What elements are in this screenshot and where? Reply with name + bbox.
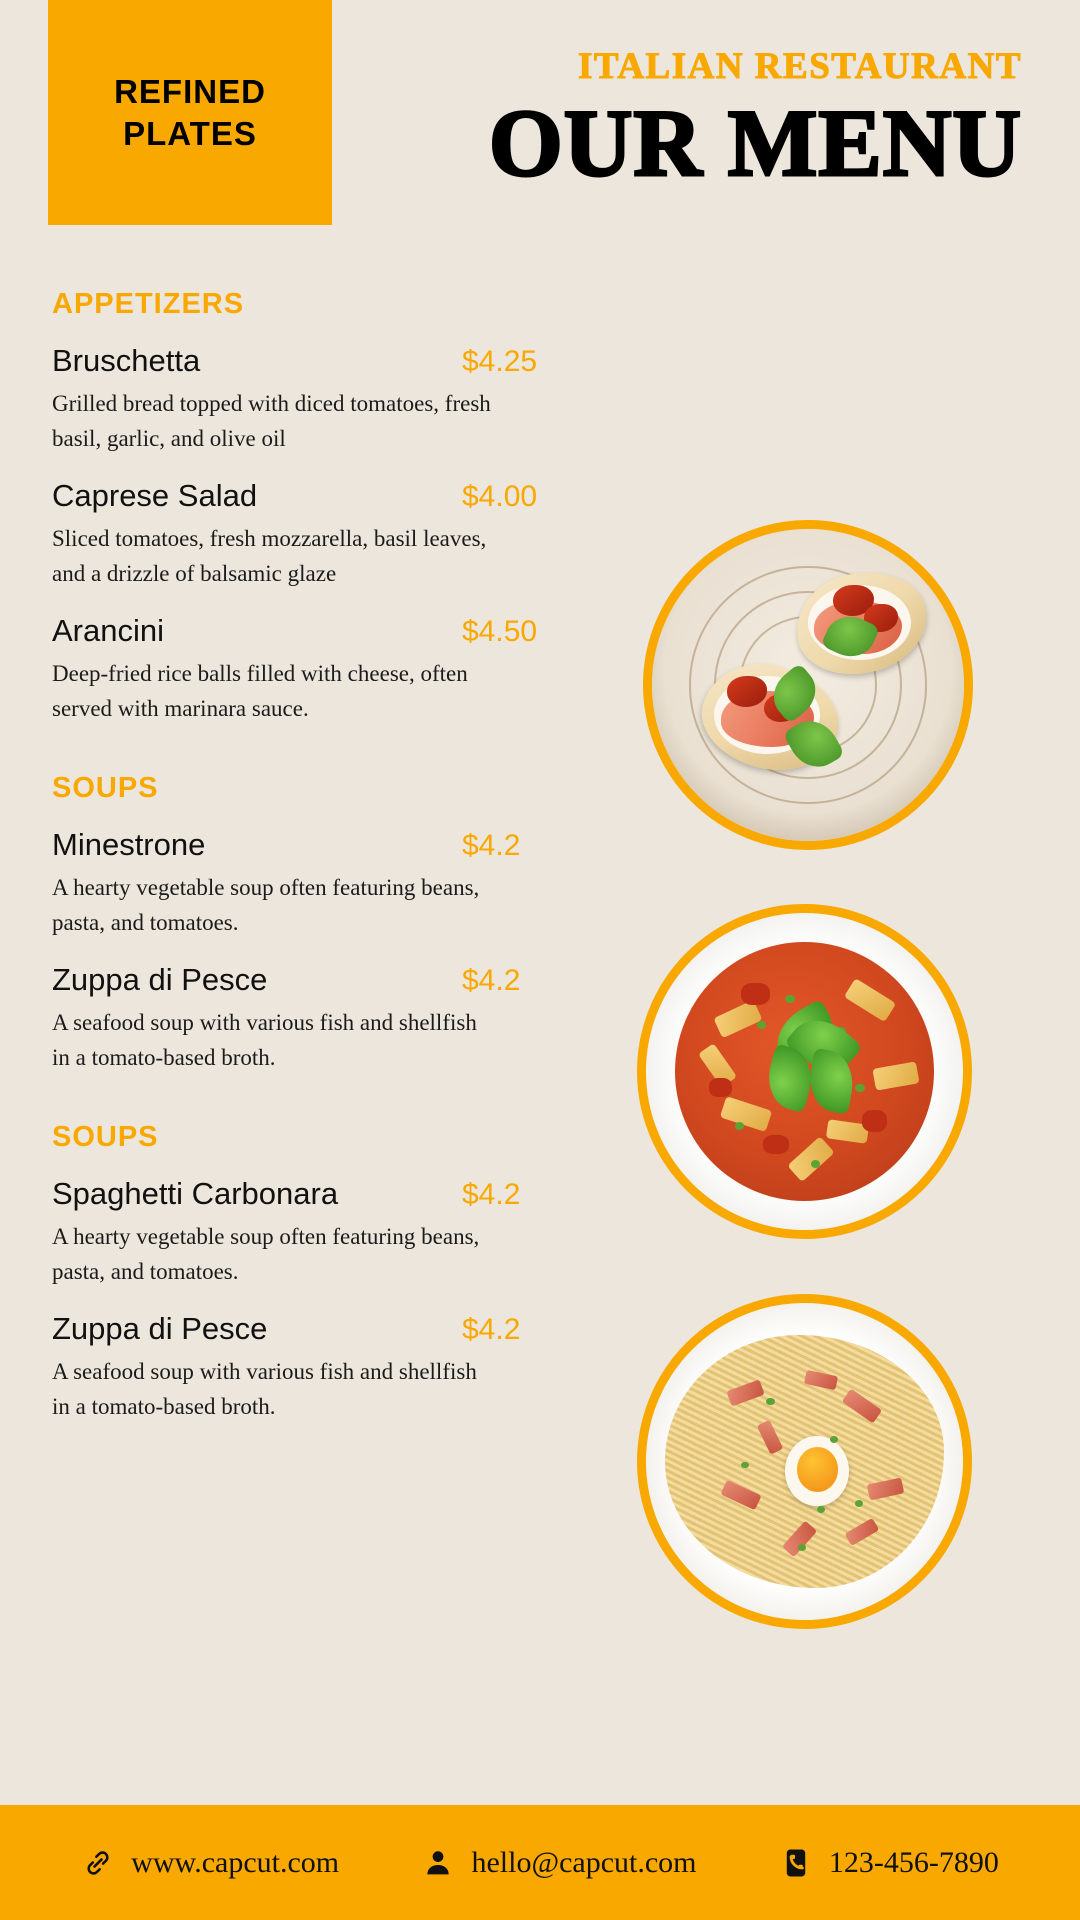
- menu-item-name: Minestrone: [52, 827, 206, 862]
- menu-item-price: $4.2: [462, 1178, 521, 1211]
- bruschetta-photo: [643, 520, 973, 850]
- menu-item-description: A seafood soup with various fish and shellfish in a tomato-based broth.: [52, 1010, 477, 1070]
- menu-item: [52, 343, 572, 456]
- refined-plates-badge: [48, 0, 332, 225]
- phone-text: 123-456-7890: [828, 1845, 999, 1879]
- header-titles: [382, 45, 1022, 194]
- menu-section-appetizers: [52, 288, 572, 726]
- menu-item-description: Sliced tomatoes, fresh mozzarella, basil leaves, and a drizzle of balsamic glaze: [52, 526, 487, 586]
- restaurant-label: ITALIAN RESTAURANT: [577, 46, 1022, 87]
- menu-item-description: Grilled bread topped with diced tomatoes, fresh basil, garlic, and olive oil: [52, 391, 491, 451]
- footer-contact-bar: [0, 1805, 1080, 1920]
- menu-item: [52, 962, 572, 1075]
- section-title: SOUPS: [52, 1121, 159, 1153]
- section-title: SOUPS: [52, 772, 159, 804]
- menu-item-name: Spaghetti Carbonara: [52, 1176, 339, 1211]
- badge-label: REFINED PLATES: [114, 73, 266, 152]
- email-text: hello@capcut.com: [471, 1845, 697, 1879]
- minestrone-soup-photo: [637, 904, 972, 1239]
- phone-icon: [779, 1846, 813, 1880]
- link-icon: [81, 1846, 115, 1880]
- menu-item-price: $4.50: [462, 615, 538, 648]
- menu-item-price: $4.00: [462, 480, 538, 513]
- menu-item: [52, 827, 572, 940]
- menu-item-description: Deep-fried rice balls filled with cheese, often served with marinara sauce.: [52, 661, 468, 721]
- menu-item-price: $4.25: [462, 345, 538, 378]
- menu-item-description: A hearty vegetable soup often featuring beans, pasta, and tomatoes.: [52, 875, 480, 935]
- footer-phone[interactable]: [779, 1846, 999, 1880]
- menu-item-price: $4.2: [462, 829, 521, 862]
- menu-item-name: Caprese Salad: [52, 478, 258, 513]
- page-title: OUR MENU: [488, 90, 1022, 196]
- menu-item-name: Bruschetta: [52, 343, 201, 378]
- menu-content: [0, 230, 1080, 1805]
- menu-item-description: A hearty vegetable soup often featuring beans, pasta, and tomatoes.: [52, 1224, 480, 1284]
- spaghetti-carbonara-photo: [637, 1294, 972, 1629]
- menu-header: [0, 0, 1080, 230]
- menu-item-price: $4.2: [462, 964, 521, 997]
- menu-sections: [52, 288, 572, 1470]
- menu-item-description: A seafood soup with various fish and shellfish in a tomato-based broth.: [52, 1359, 477, 1419]
- menu-section-soups-1: [52, 772, 572, 1075]
- menu-item-name: Zuppa di Pesce: [52, 962, 268, 997]
- person-icon: [421, 1846, 455, 1880]
- footer-email[interactable]: [421, 1846, 696, 1880]
- menu-item: [52, 1176, 572, 1289]
- menu-item-name: Arancini: [52, 613, 164, 648]
- section-title: APPETIZERS: [52, 288, 245, 320]
- menu-item: [52, 478, 572, 591]
- website-text: www.capcut.com: [131, 1845, 340, 1879]
- menu-item-price: $4.2: [462, 1313, 521, 1346]
- menu-item: [52, 613, 572, 726]
- menu-section-soups-2: [52, 1121, 572, 1424]
- menu-item-name: Zuppa di Pesce: [52, 1311, 268, 1346]
- menu-item: [52, 1311, 572, 1424]
- footer-website[interactable]: [81, 1846, 339, 1880]
